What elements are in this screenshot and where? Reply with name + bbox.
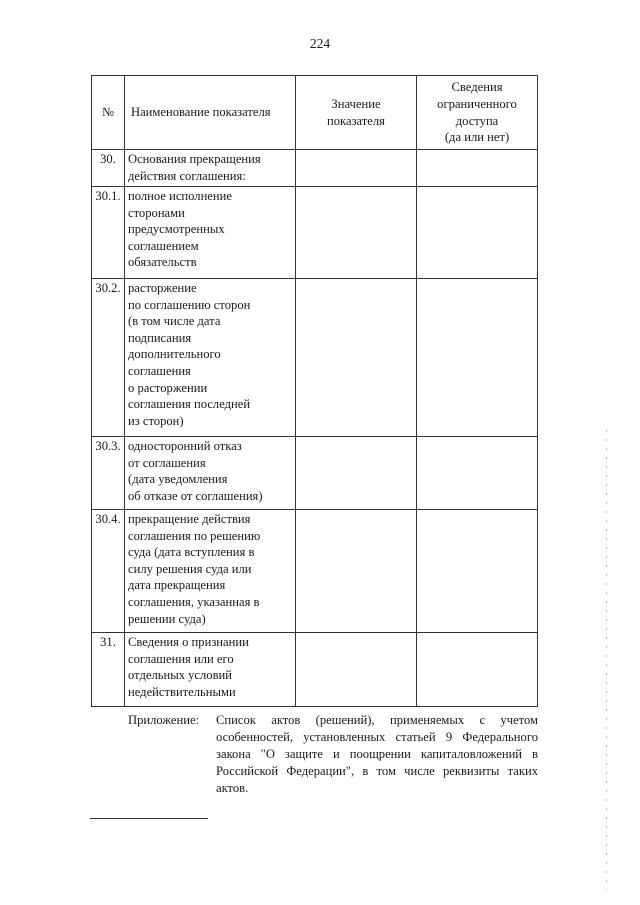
table-row (92, 150, 538, 187)
footnote-rule (90, 818, 208, 819)
row-restricted (417, 633, 538, 707)
appendix (128, 712, 538, 797)
header-num: № (92, 76, 125, 150)
row-num: 30.1. (92, 187, 125, 279)
table-row (92, 187, 538, 279)
row-num: 30.3. (92, 437, 125, 510)
row-value (296, 437, 417, 510)
row-num: 30. (92, 150, 125, 187)
row-restricted (417, 187, 538, 279)
header-name: Наименование показателя (125, 76, 296, 150)
row-value (296, 633, 417, 707)
row-name: односторонний отказ от соглашения (дата уведомления об отказе от соглашения) (125, 437, 296, 510)
appendix-label: Приложение: (128, 713, 200, 727)
row-name: прекращение действия соглашения по решению суда (дата вступления в силу решения суда или дата прекращения соглашения, указанная в решении суда) (125, 510, 296, 633)
header-value: Значение показателя (296, 76, 417, 150)
header-restricted: Сведения ограниченного доступа (да или нет) (417, 76, 538, 150)
row-name: Сведения о признании соглашения или его отдельных условий недействительными (125, 633, 296, 707)
row-name: полное исполнение сторонами предусмотренных соглашением обязательств (125, 187, 296, 279)
row-name: расторжение по соглашению сторон (в том числе дата подписания дополнительного соглашения о расторжении соглашения последней из сторон) (125, 279, 296, 437)
row-value (296, 279, 417, 437)
table-row (92, 437, 538, 510)
row-restricted (417, 150, 538, 187)
table-row (92, 633, 538, 707)
page-number: 224 (309, 36, 331, 51)
row-restricted (417, 279, 538, 437)
margin-mark (606, 430, 607, 890)
row-num: 30.2. (92, 279, 125, 437)
appendix-text: Список актов (решений), применяемых с учетом особенностей, установленных статьей 9 Федерального закона "О защите и поощрении капиталовложений в Российской Федерации", в том числе реквизиты таких актов. (216, 713, 538, 795)
table-row (92, 510, 538, 633)
table-header-row (92, 76, 538, 150)
row-name: Основания прекращения действия соглашения: (125, 150, 296, 187)
row-restricted (417, 510, 538, 633)
row-value (296, 510, 417, 633)
row-value (296, 187, 417, 279)
row-num: 31. (92, 633, 125, 707)
table-row (92, 279, 538, 437)
row-value (296, 150, 417, 187)
indicators-table (91, 75, 538, 707)
row-restricted (417, 437, 538, 510)
row-num: 30.4. (92, 510, 125, 633)
